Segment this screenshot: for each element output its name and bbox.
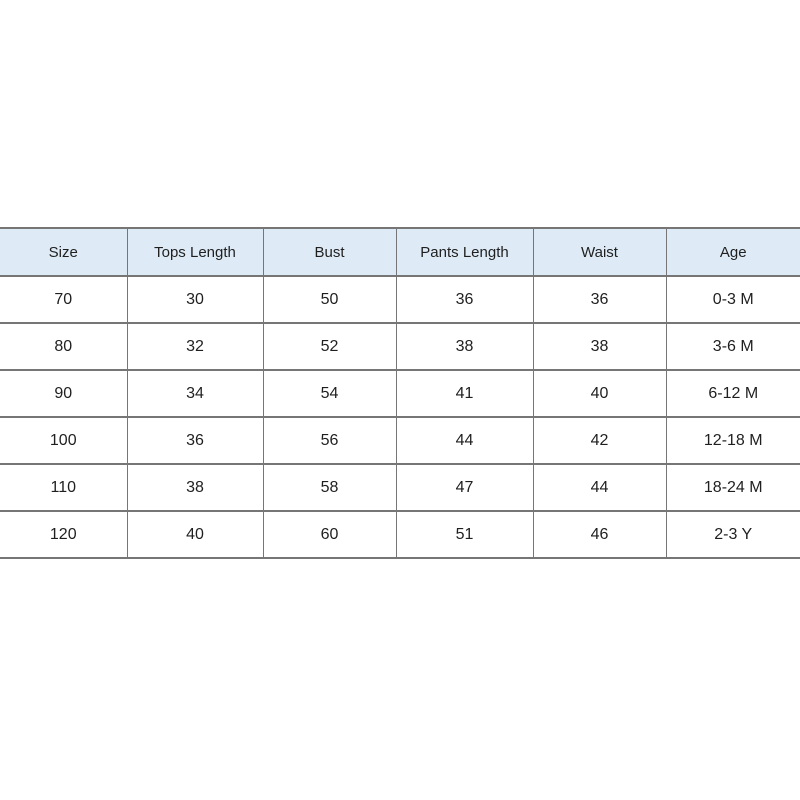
table-cell: 18-24 M: [666, 464, 800, 511]
table-row: [0, 464, 800, 511]
table-cell: 40: [533, 370, 666, 417]
table-cell: 2-3 Y: [666, 511, 800, 558]
table-cell: 36: [127, 417, 263, 464]
table-cell: 36: [396, 276, 533, 323]
table-cell: 6-12 M: [666, 370, 800, 417]
table-row: [0, 370, 800, 417]
table-cell: 46: [533, 511, 666, 558]
table-cell: 120: [0, 511, 127, 558]
table-cell: 12-18 M: [666, 417, 800, 464]
size-chart-table: [0, 227, 800, 559]
table-cell: 47: [396, 464, 533, 511]
table-cell: 90: [0, 370, 127, 417]
header-cell: Age: [666, 228, 800, 276]
table-cell: 38: [533, 323, 666, 370]
size-chart: [0, 227, 800, 559]
table-cell: 42: [533, 417, 666, 464]
table-row: [0, 276, 800, 323]
table-cell: 70: [0, 276, 127, 323]
table-cell: 44: [396, 417, 533, 464]
table-cell: 60: [263, 511, 396, 558]
table-cell: 38: [127, 464, 263, 511]
header-row: [0, 228, 800, 276]
table-row: [0, 417, 800, 464]
table-cell: 44: [533, 464, 666, 511]
table-cell: 51: [396, 511, 533, 558]
table-cell: 58: [263, 464, 396, 511]
header-cell: Bust: [263, 228, 396, 276]
table-cell: 56: [263, 417, 396, 464]
table-cell: 36: [533, 276, 666, 323]
size-chart-body: [0, 276, 800, 558]
table-cell: 100: [0, 417, 127, 464]
table-row: [0, 323, 800, 370]
table-cell: 30: [127, 276, 263, 323]
table-cell: 0-3 M: [666, 276, 800, 323]
table-cell: 3-6 M: [666, 323, 800, 370]
table-row: [0, 511, 800, 558]
table-cell: 34: [127, 370, 263, 417]
table-cell: 41: [396, 370, 533, 417]
size-chart-header: [0, 228, 800, 276]
table-cell: 80: [0, 323, 127, 370]
table-cell: 52: [263, 323, 396, 370]
table-cell: 32: [127, 323, 263, 370]
header-cell: Waist: [533, 228, 666, 276]
table-cell: 38: [396, 323, 533, 370]
header-cell: Pants Length: [396, 228, 533, 276]
table-cell: 40: [127, 511, 263, 558]
header-cell: Tops Length: [127, 228, 263, 276]
table-cell: 110: [0, 464, 127, 511]
header-cell: Size: [0, 228, 127, 276]
table-cell: 54: [263, 370, 396, 417]
table-cell: 50: [263, 276, 396, 323]
